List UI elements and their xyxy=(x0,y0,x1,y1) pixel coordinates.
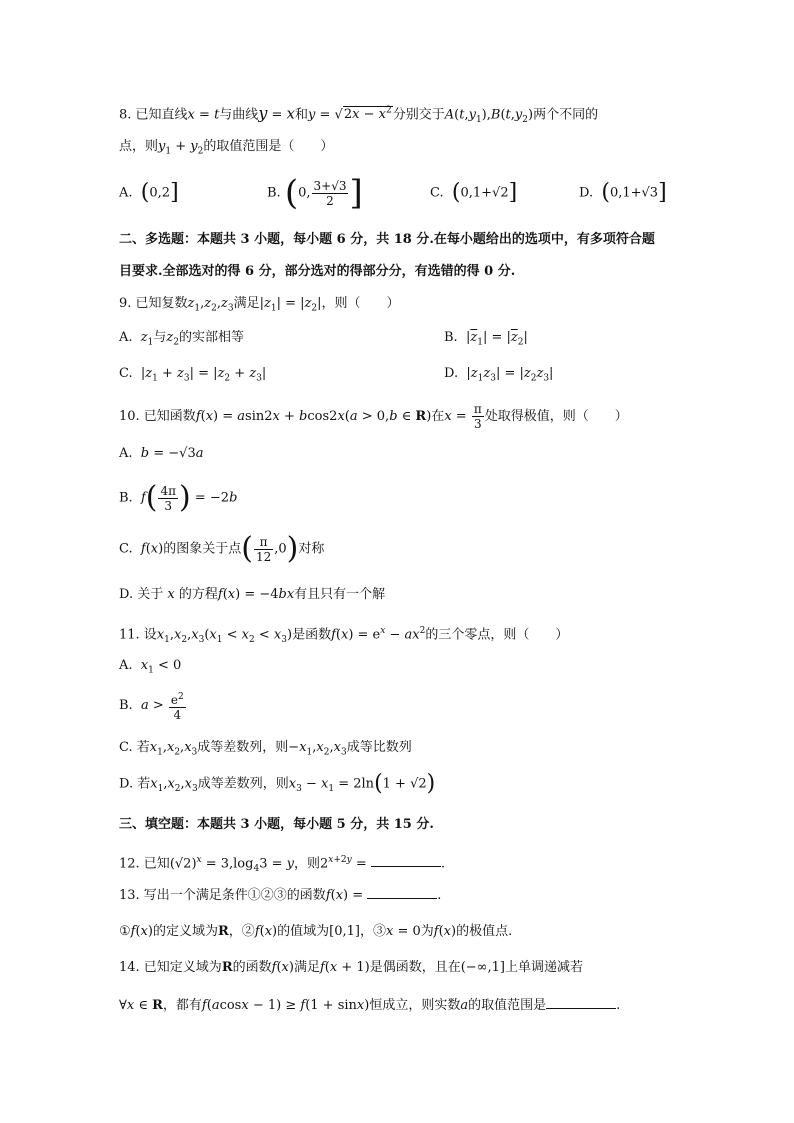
section-2-header-cont: 目要求.全部选对的得 6 分，部分选对的得部分分，有选错的得 0 分. xyxy=(119,264,516,279)
q10-option-a: A. b = −√3a xyxy=(119,446,204,461)
q10-option-b: B. f( $\frac{4\pi}{3}$ ) = −2b xyxy=(119,480,238,515)
question-14-stem: 14. 已知定义域为R的函数f(x)满足f(x + 1)是偶函数，且在(−∞,1]上单调递减若 xyxy=(119,960,584,975)
q11-option-d: D. 若$x_1,x_2,x_3$成等差数列，则$x_3 - x_1 = 2\ln(1 + √2)$ xyxy=(119,771,436,796)
q8-option-b: B. (0, $\frac{3+√3}{2}$ ] xyxy=(267,173,363,213)
q10-option-d: D. 关于 x 的方程f(x) = −4bx有且只有一个解 xyxy=(119,587,386,602)
q10-option-c: C. f(x)的图象关于点( $\frac{\pi}{12}$ ,0)对称 xyxy=(119,531,325,566)
q11-option-b: B. a > $\frac{e^2}{4}$ xyxy=(119,691,184,722)
question-8-stem: 8. 已知直线x = t与曲线y = x和$y = √2x - x^2$分别交于$A(t,y_1),B(t,y_2)$两个不同的 xyxy=(119,103,599,125)
q8-option-a: A. (0,2] xyxy=(119,180,179,205)
question-12-stem: 12. 已知$(√2)^x = 3,\log_43 = y$，则$2^{x+2y}$ = . xyxy=(119,855,446,874)
q12-answer-blank[interactable] xyxy=(371,854,441,867)
question-10-stem: 10. 已知函数f(x) = asin2x + bcos2x(a > 0,b ∈ R)在x = $\frac{\pi}{3}$ 处取得极值，则（ ） xyxy=(119,402,628,431)
question-14-stem-cont: ∀x ∈ R，都有f(acosx − 1) ≥ f(1 + sinx)恒成立，则实数a的取值范围是 . xyxy=(119,998,621,1013)
q14-answer-blank[interactable] xyxy=(546,996,616,1009)
q8-option-c: C. (0,1+√2] xyxy=(430,180,518,205)
q9-option-a: A. $z_1$与$z_2$的实部相等 xyxy=(119,330,245,348)
section-2-header: 二、多选题：本题共 3 小题，每小题 6 分，共 18 分.在每小题给出的选项中，有多项符合题 xyxy=(119,232,655,247)
q11-option-a: A. $x_1 < 0$ xyxy=(119,658,182,676)
question-8-stem-cont: 点，则$y_1 + y_2$的取值范围是（ ） xyxy=(119,139,334,157)
q9-option-c: C. $|z_1 + z_3| = |z_2 + z_3|$ xyxy=(119,366,267,384)
q9-option-b: B. $|\overline{z}_1| = |\overline{z}_2|$ xyxy=(444,330,528,348)
question-13-conditions: ①f(x)的定义域为R，②f(x)的值域为[0,1]，③x = 0为f(x)的极值点. xyxy=(119,924,513,939)
question-11-stem: 11. 设$x_1,x_2,x_3(x_1 < x_2 < x_3)$是函数$f(x) = e^x - ax^2$的三个零点，则（ ） xyxy=(119,626,569,645)
q11-option-c: C. 若$x_1,x_2,x_3$成等差数列，则$-x_1,x_2,x_3$成等比数列 xyxy=(119,740,412,758)
question-9-stem: 9. 已知复数$z_1,z_2,z_3$满足$|z_1| = |z_2|$，则（ ） xyxy=(119,296,400,314)
q8-option-d: D. (0,1+√3] xyxy=(579,180,667,205)
section-3-header: 三、填空题：本题共 3 小题，每小题 5 分，共 15 分. xyxy=(119,817,434,832)
q13-answer-blank[interactable] xyxy=(367,886,437,899)
question-13-stem: 13. 写出一个满足条件①②③的函数f(x) = . xyxy=(119,888,442,903)
q9-option-d: D. $|z_1z_3| = |z_2z_3|$ xyxy=(444,366,554,384)
